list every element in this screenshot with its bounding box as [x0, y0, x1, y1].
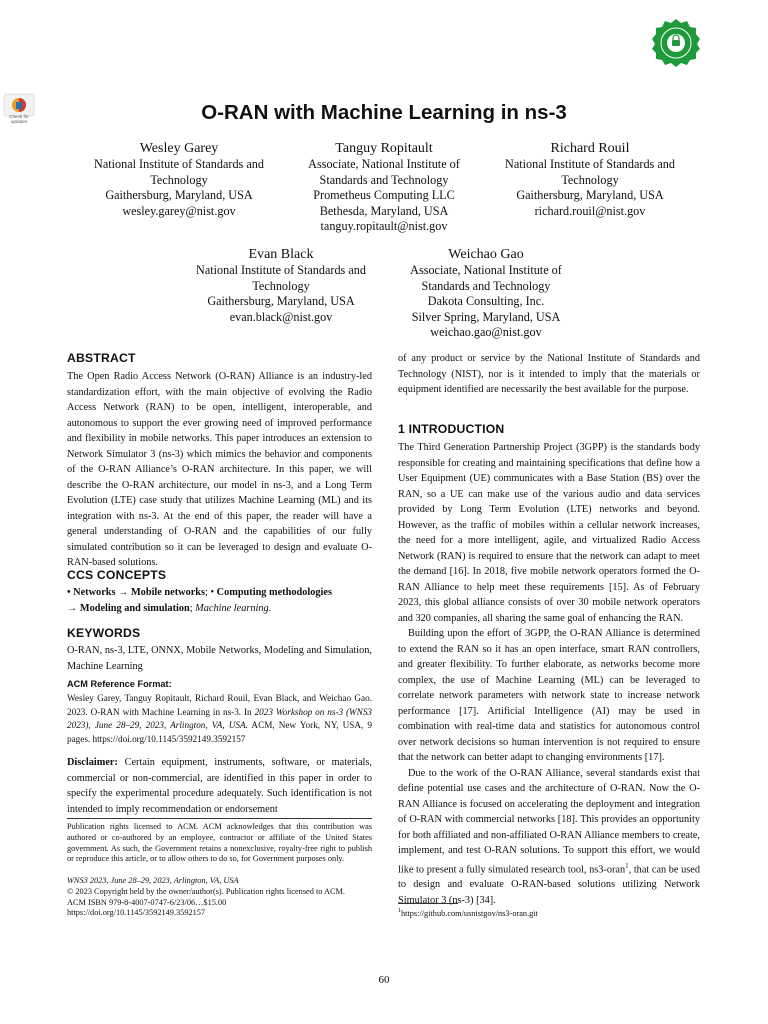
acm-reference-text — [67, 692, 372, 746]
ccs-term: Modeling and simulation — [79, 602, 190, 614]
author-block — [79, 140, 279, 219]
author-name: Richard Rouil — [550, 141, 630, 156]
artifacts-available-badge — [651, 18, 701, 68]
author-affiliation: Bethesda, Maryland, USA — [319, 203, 449, 218]
author-affiliation: Gaithersburg, Maryland, USA — [207, 294, 355, 309]
author-affiliation: Prometheus Computing LLC — [313, 188, 455, 203]
ccs-arrow: → — [67, 602, 80, 614]
ccs-term: Machine learning — [195, 602, 269, 614]
footnote-number: 1 — [398, 908, 401, 914]
disclaimer-label: Disclaimer: — [67, 757, 118, 768]
author-affiliation: Technology — [150, 172, 208, 187]
acm-reference-venue: 2023 Workshop on ns-3 (WNS3 2023), June 28–29, 2023, Arlington, VA, USA. — [67, 706, 373, 731]
page-number: 60 — [378, 974, 390, 986]
footnote-marker[interactable]: 1 — [625, 861, 629, 870]
introduction-text: , that can be used to design and evaluate O-RAN-based solutions utilizing Network Simulator 3 (ns-3) [34]. — [398, 863, 701, 906]
author-block — [490, 140, 690, 219]
author-affiliation: Gaithersburg, Maryland, USA — [105, 188, 253, 203]
author-block — [181, 246, 381, 325]
author-affiliation: Associate, National Institute of — [410, 263, 562, 277]
check-for-updates-label: Check for updates — [9, 114, 29, 124]
venue-line: WNS3 2023, June 28–29, 2023, Arlington, VA, USA — [67, 876, 239, 885]
author-affiliation: Technology — [252, 278, 310, 293]
rights-divider — [67, 818, 372, 819]
ccs-separator: ; • — [205, 587, 217, 598]
author-affiliation: Standards and Technology — [421, 278, 551, 293]
introduction-text: Due to the work of the O-RAN Alliance, several standards exist that define potential use cases and the architecture of O-RAN. Now the O-RAN Alliance is focused on accelerating the deployment and integration of O-RAN with commercial networks [18]. This provides an opportunity for both affiliated and non-affiliated O-RAN Alliance members to create, implement, and test O-RAN solutions. To support this effort, we would like to present a fully simulated research tool, ns3-oran — [398, 767, 700, 875]
author-name: Wesley Garey — [139, 141, 219, 156]
author-email[interactable]: wesley.garey@nist.gov — [122, 203, 236, 218]
author-name: Evan Black — [248, 247, 314, 262]
introduction-paragraph — [398, 766, 700, 909]
rights-statement: Publication rights licensed to ACM. ACM acknowledges that this contribution was authored or co-authored by an employee, contractor or affiliate of the United States government. As such, the Government retains a nonexclusive, royalty-free right to publish or reproduce this article, or to allow others to do so, for Government purposes only. — [67, 822, 372, 864]
ccs-term: Computing methodologies — [216, 587, 332, 598]
abstract-paragraph: The Open Radio Access Network (O-RAN) Alliance is an industry-led standardization effort, with the main objective of evolving the Radio Access Network (RAN) to be open, intelligent, interoperable, and autonomous to support the ever growing need of improved performance and flexibility in mobile networks. This paper introduces an extension to Network Simulator 3 (ns-3) which mimics the behavior and components of the O-RAN Alliance’s O-RAN architecture. In this paper, we will describe the O-RAN architecture, our model in ns-3, and a Long Term Evolution (LTE) case study that utilizes Machine Learning (ML) and its integration with ns-3. At the end of this paper, the reader will have a general understanding of O-RAN and the capabilities of our fully simulated contribution so it can be leveraged to design and evaluate O-RAN-based solutions. — [67, 371, 372, 568]
ccs-bullet: • Networks — [67, 587, 116, 598]
ccs-end: . — [268, 602, 272, 614]
ccs-concepts — [67, 585, 372, 616]
introduction-body — [398, 440, 700, 908]
author-email[interactable]: tanguy.ropitault@nist.gov — [320, 219, 448, 234]
author-affiliation: Associate, National Institute of — [308, 157, 460, 171]
author-email[interactable]: richard.rouil@nist.gov — [534, 203, 646, 218]
author-affiliation: Dakota Consulting, Inc. — [427, 294, 545, 309]
footnote — [398, 906, 700, 920]
paper-title: O-RAN with Machine Learning in ns-3 — [201, 101, 567, 124]
ccs-arrow: → — [115, 587, 131, 598]
author-affiliation: Standards and Technology — [319, 172, 449, 187]
acm-reference-heading: ACM Reference Format: — [67, 679, 172, 689]
introduction-heading: 1 INTRODUCTION — [398, 422, 505, 436]
author-affiliation: National Institute of Standards and — [94, 157, 264, 171]
disclaimer-text — [67, 755, 372, 817]
footnote-link[interactable]: https://github.com/usnistgov/ns3-oran.git — [401, 908, 538, 918]
author-affiliation: Silver Spring, Maryland, USA — [411, 309, 561, 324]
doi-link[interactable]: https://doi.org/10.1145/3592149.3592157 — [67, 908, 206, 918]
footnote-divider — [398, 903, 458, 904]
author-name: Tanguy Ropitault — [335, 141, 433, 156]
publication-info — [67, 876, 372, 919]
keywords-text: O-RAN, ns-3, LTE, ONNX, Mobile Networks, Modeling and Simulation, Machine Learning — [67, 645, 372, 672]
ccs-term: Mobile networks — [130, 587, 206, 598]
acm-reference-part: ACM, New York, NY, USA, 9 pages. https://doi.org/10.1145/3592149.3592157 — [67, 720, 373, 744]
author-block — [284, 140, 484, 235]
introduction-paragraph: Building upon the effort of 3GPP, the O-RAN Alliance is determined to extend the RAN so it has an open interface, smart RAN controllers, and greater flexibility. To further elaborate, as networks become more complex, the use of Machine Learning (ML) can be leveraged to correlate network parameters with network state to increase network performance [17]. Artificial Intelligence (AI) may be used in combination with real-time data and statistics for autonomous control over network decisions so human intervention is not required to ensure that the network can better adapt to changing environments [17]. — [398, 628, 700, 763]
author-affiliation: Gaithersburg, Maryland, USA — [516, 188, 664, 203]
author-email[interactable]: evan.black@nist.gov — [229, 309, 333, 324]
acm-reference-part: Wesley Garey, Tanguy Ropitault, Richard Rouil, Evan Black, and Weichao Gao. 2023. O-RAN with Machine Learning in ns-3. In — [67, 693, 372, 717]
author-email[interactable]: weichao.gao@nist.gov — [430, 325, 542, 340]
introduction-paragraph: The Third Generation Partnership Project (3GPP) is the standards body responsible for creating and maintaining specifications that define how a User Equipment (UE) communicates with a Base Station (BS) over the RAN, so a UE can make use of the various audio and data services provided by Long Term Evolution (LTE) networks and beyond. However, as the traffic of mobiles within a cellular network increases, the need for a more intelligent, agile, and virtualized Radio Access Network (RAN) is required to ensure that the network can adapt to meet the demand [16]. In 2018, five mobile network operators formed the O-RAN Alliance to help meet these requirements [15]. As of February 2023, this global alliance consists of over 30 mobile network operators and 320 companies, all sharing the same goal of enhancing the RAN. — [398, 442, 700, 624]
disclaimer-continued: of any product or service by the National Institute of Standards and Technology (NIST), nor is it intended to imply that the materials or equipment identified are necessarily the best available for the purpose. — [398, 353, 700, 395]
author-affiliation: Technology — [561, 172, 619, 187]
isbn-line: ACM ISBN 979-8-4007-0747-6/23/06…$15.00 — [67, 897, 227, 907]
copyright-line: © 2023 Copyright held by the owner/author(s). Publication rights licensed to ACM. — [67, 886, 345, 896]
author-affiliation: National Institute of Standards and — [505, 157, 675, 171]
ccs-heading: CCS CONCEPTS — [67, 568, 167, 582]
disclaimer-body: Certain equipment, instruments, software, or materials, commercial or non-commercial, are identified in this paper in order to specify the experimental procedure adequately. Such identification is not intended to imply recommendation or endorsement — [67, 757, 372, 815]
abstract-heading: ABSTRACT — [67, 351, 136, 365]
author-block — [386, 246, 586, 341]
author-affiliation: National Institute of Standards and — [196, 263, 366, 277]
ccs-separator: ; — [189, 602, 196, 614]
abstract-text — [67, 369, 372, 571]
keywords-heading: KEYWORDS — [67, 626, 141, 640]
author-name: Weichao Gao — [448, 247, 524, 262]
